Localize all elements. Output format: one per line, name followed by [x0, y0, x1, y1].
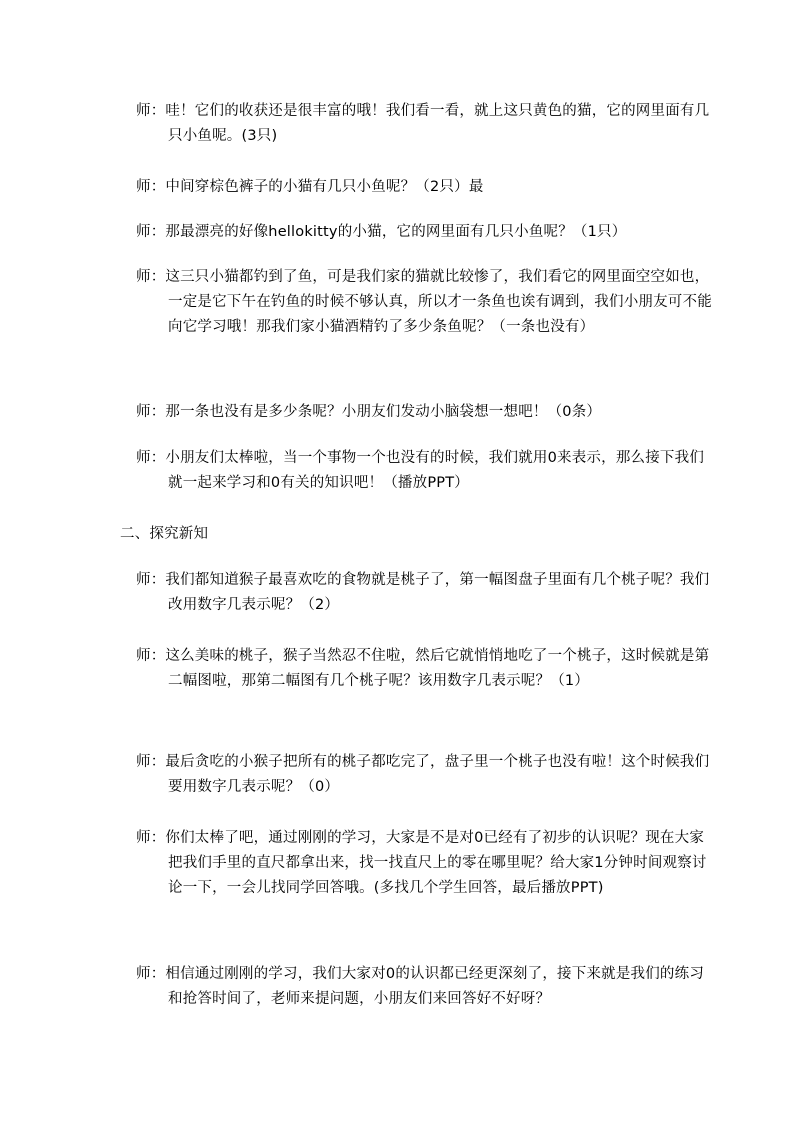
paragraph-1: 师：哇！它们的收获还是很丰富的哦！我们看一看，就上这只黄色的猫，它的网里面有几只小鱼呢。(3只) [136, 103, 710, 144]
paragraph-4: 师：这三只小猫都钓到了鱼，可是我们家的猫就比较惨了，我们看它的网里面空空如也，一定是它下午在钓鱼的时候不够认真，所以才一条鱼也诶有调到，我们小朋友可不能向它学习哦！那我们家小猫酒精钓了多少条鱼呢？（一条也没有） [136, 269, 712, 335]
paragraph-5: 师：那一条也没有是多少条呢？小朋友们发动小脑袋想一想吧！（0条） [136, 404, 602, 420]
paragraph-9: 师：最后贪吃的小猴子把所有的桃子都吃完了，盘子里一个桃子也没有啦！这个时候我们要用数字几表示呢？（0） [136, 754, 710, 795]
paragraph-3: 师：那最漂亮的好像hellokitty的小猫，它的网里面有几只小鱼呢？（1只） [136, 224, 627, 240]
paragraph-10: 师：你们太棒了吧，通过刚刚的学习，大家是不是对0已经有了初步的认识呢？现在大家把我们手里的直尺都拿出来，找一找直尺上的零在哪里呢？给大家1分钟时间观察讨论一下，一会儿找同学回答哦。(多找几个学生回答，最后播放PPT) [136, 830, 707, 896]
section-heading: 二、探究新知 [120, 526, 209, 542]
paragraph-7: 师：我们都知道猴子最喜欢吃的食物就是桃子了，第一幅图盘子里面有几个桃子呢？我们改用数字几表示呢？（2） [136, 572, 710, 613]
paragraph-2: 师：中间穿棕色裤子的小猫有几只小鱼呢？（2只）最 [136, 179, 484, 195]
paragraph-8: 师：这么美味的桃子，猴子当然忍不住啦，然后它就悄悄地吃了一个桃子，这时候就是第二幅图啦，那第二幅图有几个桃子呢？该用数字几表示呢？（1） [136, 648, 710, 689]
paragraph-11: 师：相信通过刚刚的学习，我们大家对0的认识都已经更深刻了，接下来就是我们的练习和抢答时间了，老师来提问题，小朋友们来回答好不好呀？ [136, 966, 705, 1007]
paragraph-6: 师：小朋友们太棒啦，当一个事物一个也没有的时候，我们就用0来表示，那么接下我们就一起来学习和0有关的知识吧！（播放PPT） [136, 450, 705, 491]
